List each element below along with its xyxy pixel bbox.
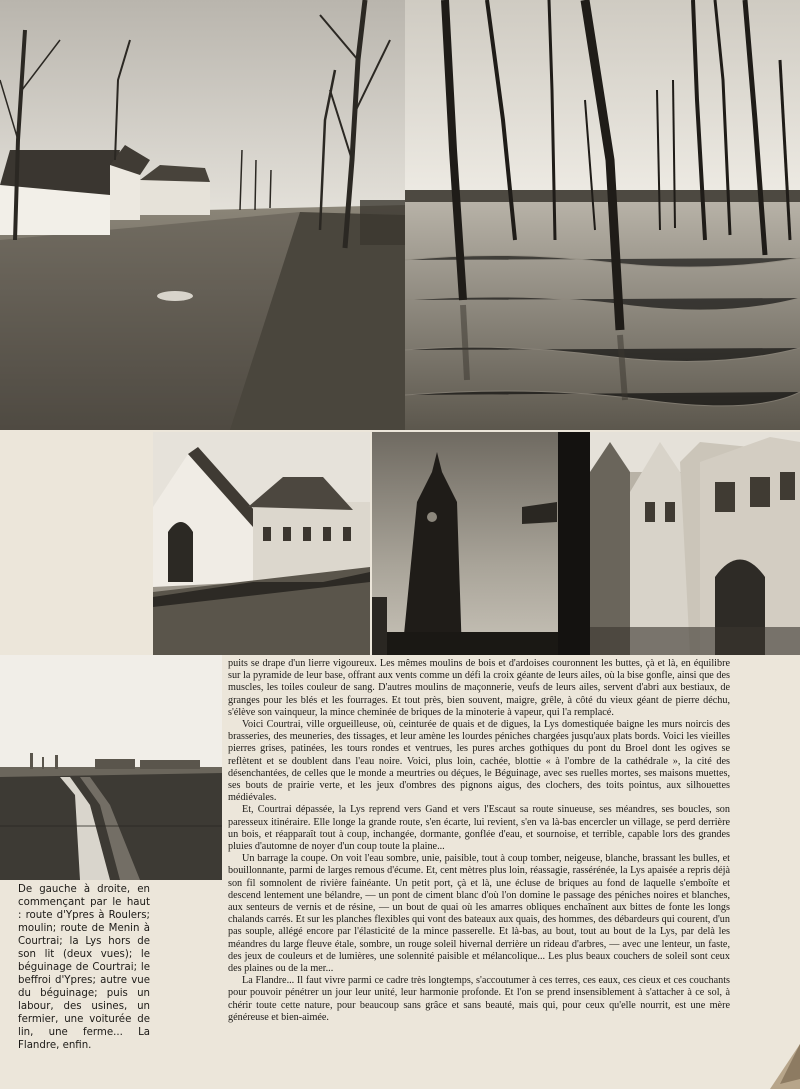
paragraph: Un barrage la coupe. On voit l'eau sombre, unie, paisible, tout à coup tomber, neigeuse, blanche, brassant les bulles, et bouillonnante, parmi de larges remous d'écume. Et, cent mètres plus loin, réassagie, rassérénée, la Lys apaisée a repris déjà son fil somnolent de rivière fainéante. Un petit port, çà et là, une écluse de briques au fond de laquelle s'emboîte et descend lentement une bélandre, — un pont de ciment blanc d'où l'on domine le passage des péniches noires et blanches, aux senteurs de vernis et de résine, — un bout de quai où les amarres obliques enchaînent aux bittes de fonte les longs chalands carrés. Et sur les planches flexibles qui vont des bateaux aux quais, des hommes, des débardeurs qui courent, d'un pas souple, allégé encore par l'élasticité de la mince passerelle. Et là-bas, au bout, tout au bout de la Lys, par delà les méandres du large fleuve étale, sombre, un rouge soleil hivernal derrière un rideau d'arbres, — avec une lenteur, un faste, des jeux de couleurs et de lumières, une solennité paisible et mélancolique... Les plus beaux couchers de soleil sont ceux des plaines ou de la mer...	[228, 853, 730, 975]
article-body	[228, 658, 730, 1024]
beguinage-gabled-houses-photo	[590, 432, 800, 655]
paragraph: Et, Courtrai dépassée, la Lys reprend vers Gand et vers l'Escaut sa route sinueuse, ses méandres, ses boucles, son paresseux itinéraire. Elle longe la grande route, s'en écarte, lui revient, s'en va là-bas encercler un village, se perd derrière un bois, et réapparaît tout à coup, inchangée, dormante, gonflée d'eau, et sournoise, et terrible, capable lors des grandes pluies d'automne de noyer d'un coup toute la plaine...	[228, 804, 730, 853]
beguinage-chapel-and-houses-photo	[153, 432, 370, 655]
page-curl-decoration	[760, 1029, 800, 1089]
cobbled-road-with-farmhouse-photo	[0, 0, 405, 430]
paragraph: Voici Courtrai, ville orgueilleuse, où, ceinturée de quais et de digues, la Lys domestiquée baigne les murs noircis des brasseries, des meuneries, des tissages, et leur amène les lourdes péniches chargées jusqu'aux plats bords. Voici les vieilles pierres grises, patinées, les tours rondes et ventrues, les pures arches gothiques du pont du Broel dont les ogives se reflètent et se doublent dans l'eau noire. Voici, plus loin, cachée, blottie « à l'ombre de la cathédrale », la cité des désenchantées, de celles que le monde a meurtries ou déçues, le Béguinage, avec ses ruelles mortes, ses maisons muettes, ses bouts de prairie verte, et les jeux d'ombres des pignons aigus, des clochers, des toits pointus, aux silhouettes médiévales.	[228, 719, 730, 804]
flooded-lys-with-bare-trees-photo	[405, 0, 800, 430]
belfry-of-ypres-photo	[372, 432, 590, 655]
paragraph: puits se drape d'un lierre vigoureux. Les mêmes moulins de bois et d'ardoises couronnent les buttes, çà et là, en équilibre sur la pyramide de leur base, offrant aux vents comme un défi la croix géante de leurs ailes, où la bise gonfle, ainsi que des muscles, les toiles couleur de sang. D'autres moulins de maçonnerie, veufs de leurs ailes, servent d'abri aux bestiaux, de granges pour les blés et les fourrages. Et tout près, bien souvent, maigre, grêle, à côté du vieux géant de pierre déchu, s'élève son vainqueur, la mince cheminée de briques de la minoterie à vapeur, qui l'a remplacé.	[228, 658, 730, 718]
paragraph: La Flandre... Il faut vivre parmi ce cadre très longtemps, s'accoutumer à ces terres, ces eaux, ces cieux et ces couchants pour pouvoir pénétrer un jour leur unité, leur harmonie profonde. Et l'on se prend insensiblement à s'attacher à ce sol, à chérir toute cette nature, pour beaucoup sans grâce et sans beauté, mais qui, pour ceux qu'elle nourrit, est une mère généreuse et bien-aimée.	[228, 975, 730, 1023]
photo-caption: De gauche à droite, en commençant par le haut : route d'Ypres à Roulers; moulin; route de Menin à Courtrai; la Lys hors de son lit (deux vues); le béguinage de Courtrai; le beffroi d'Ypres; autre vue du béguinage; puis un labour, des usines, un fermier, une voiturée de lin, une ferme... La Flandre, enfin.	[18, 884, 150, 1051]
ploughed-field-with-factories-photo	[0, 655, 222, 880]
